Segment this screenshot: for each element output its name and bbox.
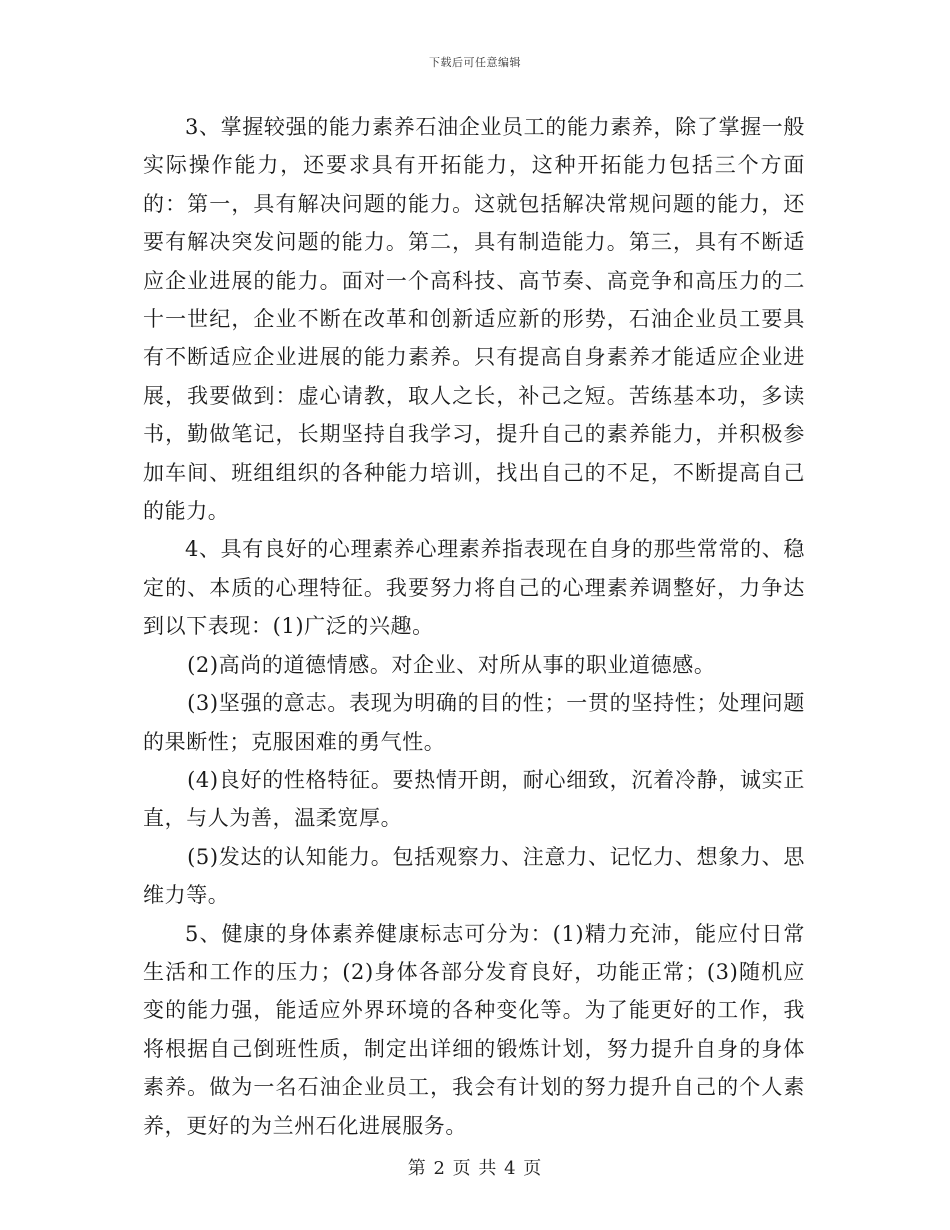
document-body bbox=[143, 108, 805, 1145]
page-header: 下载后可任意编辑 bbox=[429, 56, 521, 69]
paragraph-item-5: (5)发达的认知能力。包括观察力、注意力、记忆力、想象力、思维力等。 bbox=[143, 844, 805, 908]
paragraph-ability: 3、掌握较强的能力素养石油企业员工的能力素养，除了掌握一般实际操作能力，还要求具有开拓能力，这种开拓能力包括三个方面的：第一，具有解决问题的能力。这就包括解决常规问题的能力，还要有解决突发问题的能力。第二，具有制造能力。第三，具有不断适应企业进展的能力。面对一个高科技、高节奏、高竞争和高压力的二十一世纪，企业不断在改革和创新适应新的形势，石油企业员工要具有不断适应企业进展的能力素养。只有提高自身素养才能适应企业进展，我要做到：虚心请教，取人之长，补己之短。苦练基本功，多读书，勤做笔记，长期坚持自我学习，提升自己的素养能力，并积极参加车间、班组组织的各种能力培训，找出自己的不足，不断提高自己的能力。 bbox=[143, 115, 805, 524]
paragraph-item-2: (2)高尚的道德情感。对企业、对所从事的职业道德感。 bbox=[187, 652, 716, 677]
paragraph-health: 5、健康的身体素养健康标志可分为：(1)精力充沛，能应付日常生活和工作的压力；(2)身体各部分发育良好，功能正常；(3)随机应变的能力强，能适应外界环境的各种变化等。为了能更好的工作，我将根据自己倒班性质，制定出详细的锻炼计划，努力提升自身的身体素养。做为一名石油企业员工，我会有计划的努力提升自己的个人素养，更好的为兰州石化进展服务。 bbox=[143, 921, 805, 1138]
page-footer bbox=[0, 1154, 950, 1180]
paragraph-item-3: (3)坚强的意志。表现为明确的目的性；一贯的坚持性；处理问题的果断性；克服困难的勇气性。 bbox=[143, 691, 805, 754]
paragraph-psychology: 4、具有良好的心理素养心理素养指表现在自身的那些常常的、稳定的、本质的心理特征。我要努力将自己的心理素养调整好，力争达到以下表现：(1)广泛的兴趣。 bbox=[143, 537, 805, 639]
paragraph-item-4: (4)良好的性格特征。要热情开朗，耐心细致，沉着冷静，诚实正直，与人为善，温柔宽厚。 bbox=[143, 767, 805, 831]
page-number: 第 2 页 共 4 页 bbox=[407, 1158, 543, 1179]
